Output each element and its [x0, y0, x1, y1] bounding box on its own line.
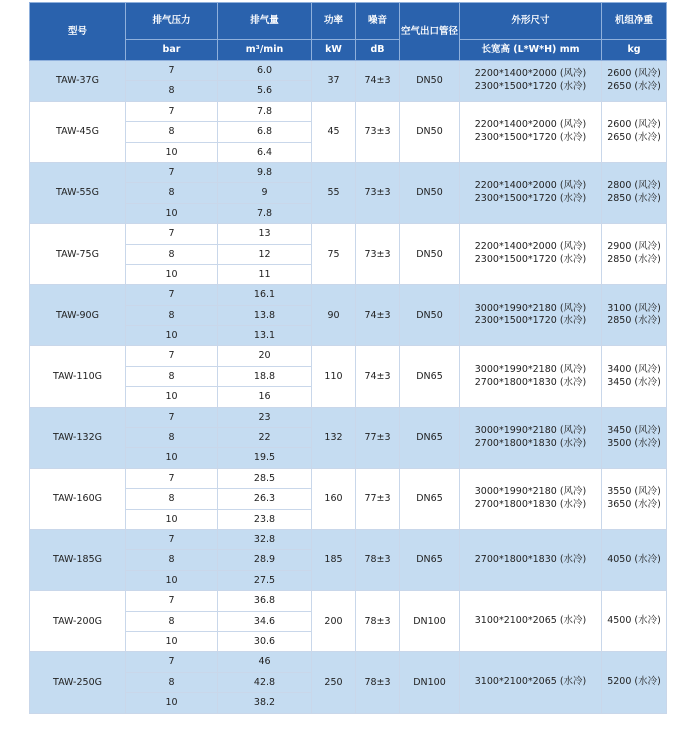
pressure-cell: 8 — [126, 305, 218, 325]
header-outlet: 空气出口管径 — [400, 3, 460, 61]
pressure-cell: 8 — [126, 672, 218, 692]
flow-cell: 32.8 — [218, 529, 312, 549]
model-group — [30, 346, 667, 407]
outlet-cell: DN65 — [400, 407, 460, 468]
flow-cell: 23 — [218, 407, 312, 427]
spec-table — [29, 2, 667, 714]
pressure-cell: 7 — [126, 61, 218, 81]
flow-cell: 27.5 — [218, 570, 312, 590]
dimension-line: 2300*1500*1720 (水冷) — [474, 131, 587, 143]
weight-cell — [602, 61, 667, 102]
model-cell: TAW-110G — [30, 346, 126, 407]
dimension-line: 3000*1990*2180 (风冷) — [474, 363, 587, 375]
pressure-cell: 8 — [126, 122, 218, 142]
weight-cell — [602, 101, 667, 162]
weight-line: 3400 (风冷) — [607, 363, 661, 375]
noise-cell: 73±3 — [356, 162, 400, 223]
dimensions-cell — [460, 652, 602, 713]
flow-cell: 9 — [218, 183, 312, 203]
weight-line: 2650 (水冷) — [607, 131, 661, 143]
weight-cell — [602, 468, 667, 529]
weight-line: 2850 (水冷) — [607, 254, 661, 266]
pressure-cell: 7 — [126, 407, 218, 427]
weight-line: 3100 (风冷) — [607, 302, 661, 314]
header-dimensions: 外形尺寸 — [460, 3, 602, 40]
noise-cell: 73±3 — [356, 101, 400, 162]
pressure-cell: 10 — [126, 264, 218, 284]
pressure-cell: 7 — [126, 346, 218, 366]
weight-line: 3550 (风冷) — [607, 486, 661, 498]
weight-cell — [602, 224, 667, 285]
model-cell: TAW-132G — [30, 407, 126, 468]
model-cell: TAW-75G — [30, 224, 126, 285]
pressure-cell: 10 — [126, 631, 218, 651]
outlet-cell: DN50 — [400, 162, 460, 223]
unit-pressure: bar — [126, 40, 218, 61]
weight-line: 2850 (水冷) — [607, 315, 661, 327]
flow-cell: 23.8 — [218, 509, 312, 529]
noise-cell: 74±3 — [356, 346, 400, 407]
dimension-line: 2700*1800*1830 (水冷) — [474, 376, 587, 388]
model-cell: TAW-90G — [30, 285, 126, 346]
dimension-line: 3000*1990*2180 (风冷) — [474, 302, 587, 314]
outlet-cell: DN100 — [400, 652, 460, 713]
weight-cell — [602, 652, 667, 713]
header-flow: 排气量 — [218, 3, 312, 40]
power-cell: 37 — [312, 61, 356, 102]
dimension-line: 2200*1400*2000 (风冷) — [474, 180, 587, 192]
model-cell: TAW-250G — [30, 652, 126, 713]
flow-cell: 7.8 — [218, 203, 312, 223]
header-model: 型号 — [30, 3, 126, 61]
dimensions-cell — [460, 529, 602, 590]
unit-noise: dB — [356, 40, 400, 61]
weight-line: 2850 (水冷) — [607, 193, 661, 205]
noise-cell: 78±3 — [356, 652, 400, 713]
weight-line: 2650 (水冷) — [607, 80, 661, 92]
pressure-cell: 8 — [126, 244, 218, 264]
flow-cell: 28.5 — [218, 468, 312, 488]
dimension-line: 2700*1800*1830 (水冷) — [474, 553, 587, 565]
weight-line: 3450 (风冷) — [607, 424, 661, 436]
pressure-cell: 10 — [126, 448, 218, 468]
model-cell: TAW-185G — [30, 529, 126, 590]
dimension-line: 2300*1500*1720 (水冷) — [474, 193, 587, 205]
pressure-cell: 10 — [126, 693, 218, 713]
outlet-cell: DN65 — [400, 529, 460, 590]
outlet-cell: DN50 — [400, 101, 460, 162]
table-row — [30, 285, 667, 305]
flow-cell: 7.8 — [218, 101, 312, 121]
table-header — [30, 3, 667, 61]
pressure-cell: 10 — [126, 509, 218, 529]
unit-flow: m³/min — [218, 40, 312, 61]
power-cell: 160 — [312, 468, 356, 529]
pressure-cell: 7 — [126, 529, 218, 549]
noise-cell: 78±3 — [356, 591, 400, 652]
dimensions-cell — [460, 61, 602, 102]
weight-cell — [602, 162, 667, 223]
model-group — [30, 468, 667, 529]
flow-cell: 46 — [218, 652, 312, 672]
weight-line: 5200 (水冷) — [607, 676, 661, 687]
pressure-cell: 7 — [126, 285, 218, 305]
model-group — [30, 101, 667, 162]
table-row — [30, 346, 667, 366]
flow-cell: 13 — [218, 224, 312, 244]
dimension-line: 3000*1990*2180 (风冷) — [474, 486, 587, 498]
model-cell: TAW-200G — [30, 591, 126, 652]
flow-cell: 9.8 — [218, 162, 312, 182]
weight-cell — [602, 346, 667, 407]
dimensions-cell — [460, 285, 602, 346]
model-group — [30, 285, 667, 346]
pressure-cell: 10 — [126, 387, 218, 407]
outlet-cell: DN50 — [400, 61, 460, 102]
table-row — [30, 224, 667, 244]
flow-cell: 18.8 — [218, 366, 312, 386]
header-weight: 机组净重 — [602, 3, 667, 40]
weight-line: 3650 (水冷) — [607, 498, 661, 510]
dimension-line: 2200*1400*2000 (风冷) — [474, 241, 587, 253]
flow-cell: 22 — [218, 428, 312, 448]
table-row — [30, 468, 667, 488]
power-cell: 250 — [312, 652, 356, 713]
outlet-cell: DN65 — [400, 468, 460, 529]
pressure-cell: 8 — [126, 81, 218, 101]
flow-cell: 6.4 — [218, 142, 312, 162]
pressure-cell: 8 — [126, 428, 218, 448]
pressure-cell: 10 — [126, 570, 218, 590]
pressure-cell: 7 — [126, 224, 218, 244]
flow-cell: 13.1 — [218, 326, 312, 346]
dimension-line: 2700*1800*1830 (水冷) — [474, 437, 587, 449]
flow-cell: 19.5 — [218, 448, 312, 468]
model-group — [30, 407, 667, 468]
model-cell: TAW-55G — [30, 162, 126, 223]
table-row — [30, 591, 667, 611]
pressure-cell: 10 — [126, 142, 218, 162]
flow-cell: 16 — [218, 387, 312, 407]
flow-cell: 6.8 — [218, 122, 312, 142]
pressure-cell: 10 — [126, 326, 218, 346]
weight-cell — [602, 285, 667, 346]
pressure-cell: 8 — [126, 550, 218, 570]
model-group — [30, 652, 667, 713]
dimension-line: 3100*2100*2065 (水冷) — [474, 614, 587, 626]
dimensions-cell — [460, 591, 602, 652]
table-row — [30, 101, 667, 121]
flow-cell: 13.8 — [218, 305, 312, 325]
pressure-cell: 7 — [126, 162, 218, 182]
model-cell: TAW-37G — [30, 61, 126, 102]
flow-cell: 28.9 — [218, 550, 312, 570]
flow-cell: 11 — [218, 264, 312, 284]
flow-cell: 16.1 — [218, 285, 312, 305]
table-row — [30, 407, 667, 427]
weight-line: 2900 (风冷) — [607, 241, 661, 253]
pressure-cell: 10 — [126, 203, 218, 223]
noise-cell: 78±3 — [356, 529, 400, 590]
spec-table-container — [29, 2, 666, 714]
model-group — [30, 529, 667, 590]
pressure-cell: 8 — [126, 183, 218, 203]
power-cell: 185 — [312, 529, 356, 590]
weight-line: 3500 (水冷) — [607, 437, 661, 449]
weight-line: 2600 (风冷) — [607, 68, 661, 80]
dimensions-cell — [460, 468, 602, 529]
weight-line: 2600 (风冷) — [607, 119, 661, 131]
noise-cell: 77±3 — [356, 407, 400, 468]
weight-cell — [602, 529, 667, 590]
table-row — [30, 529, 667, 549]
weight-line: 4050 (水冷) — [607, 553, 661, 565]
flow-cell: 5.6 — [218, 81, 312, 101]
weight-cell — [602, 591, 667, 652]
weight-line: 4500 (水冷) — [607, 614, 661, 626]
power-cell: 75 — [312, 224, 356, 285]
pressure-cell: 7 — [126, 468, 218, 488]
dimension-line: 2300*1500*1720 (水冷) — [474, 254, 587, 266]
power-cell: 45 — [312, 101, 356, 162]
power-cell: 90 — [312, 285, 356, 346]
pressure-cell: 7 — [126, 652, 218, 672]
power-cell: 110 — [312, 346, 356, 407]
model-group — [30, 162, 667, 223]
header-pressure: 排气压力 — [126, 3, 218, 40]
power-cell: 55 — [312, 162, 356, 223]
dimension-line: 3000*1990*2180 (风冷) — [474, 424, 587, 436]
outlet-cell: DN65 — [400, 346, 460, 407]
pressure-cell: 7 — [126, 101, 218, 121]
power-cell: 132 — [312, 407, 356, 468]
weight-cell — [602, 407, 667, 468]
dimensions-cell — [460, 346, 602, 407]
weight-line: 2800 (风冷) — [607, 180, 661, 192]
noise-cell: 73±3 — [356, 224, 400, 285]
model-group — [30, 224, 667, 285]
flow-cell: 26.3 — [218, 489, 312, 509]
pressure-cell: 7 — [126, 591, 218, 611]
header-noise: 噪音 — [356, 3, 400, 40]
flow-cell: 38.2 — [218, 693, 312, 713]
pressure-cell: 8 — [126, 489, 218, 509]
header-power: 功率 — [312, 3, 356, 40]
outlet-cell: DN50 — [400, 285, 460, 346]
model-cell: TAW-160G — [30, 468, 126, 529]
table-row — [30, 61, 667, 81]
dimension-line: 3100*2100*2065 (水冷) — [474, 676, 587, 687]
noise-cell: 74±3 — [356, 285, 400, 346]
noise-cell: 74±3 — [356, 61, 400, 102]
dimension-line: 2300*1500*1720 (水冷) — [474, 315, 587, 327]
noise-cell: 77±3 — [356, 468, 400, 529]
dimensions-cell — [460, 101, 602, 162]
unit-dimensions: 长宽高 (L*W*H) mm — [460, 40, 602, 61]
dimension-line: 2300*1500*1720 (水冷) — [474, 80, 587, 92]
flow-cell: 42.8 — [218, 672, 312, 692]
dimensions-cell — [460, 407, 602, 468]
model-cell: TAW-45G — [30, 101, 126, 162]
pressure-cell: 8 — [126, 366, 218, 386]
pressure-cell: 8 — [126, 611, 218, 631]
flow-cell: 12 — [218, 244, 312, 264]
table-row — [30, 162, 667, 182]
flow-cell: 20 — [218, 346, 312, 366]
dimensions-cell — [460, 162, 602, 223]
model-group — [30, 61, 667, 102]
outlet-cell: DN100 — [400, 591, 460, 652]
power-cell: 200 — [312, 591, 356, 652]
unit-power: kW — [312, 40, 356, 61]
dimension-line: 2200*1400*2000 (风冷) — [474, 119, 587, 131]
dimensions-cell — [460, 224, 602, 285]
model-group — [30, 591, 667, 652]
dimension-line: 2700*1800*1830 (水冷) — [474, 498, 587, 510]
outlet-cell: DN50 — [400, 224, 460, 285]
weight-line: 3450 (水冷) — [607, 376, 661, 388]
flow-cell: 6.0 — [218, 61, 312, 81]
flow-cell: 36.8 — [218, 591, 312, 611]
flow-cell: 34.6 — [218, 611, 312, 631]
flow-cell: 30.6 — [218, 631, 312, 651]
table-row — [30, 652, 667, 672]
dimension-line: 2200*1400*2000 (风冷) — [474, 68, 587, 80]
unit-weight: kg — [602, 40, 667, 61]
